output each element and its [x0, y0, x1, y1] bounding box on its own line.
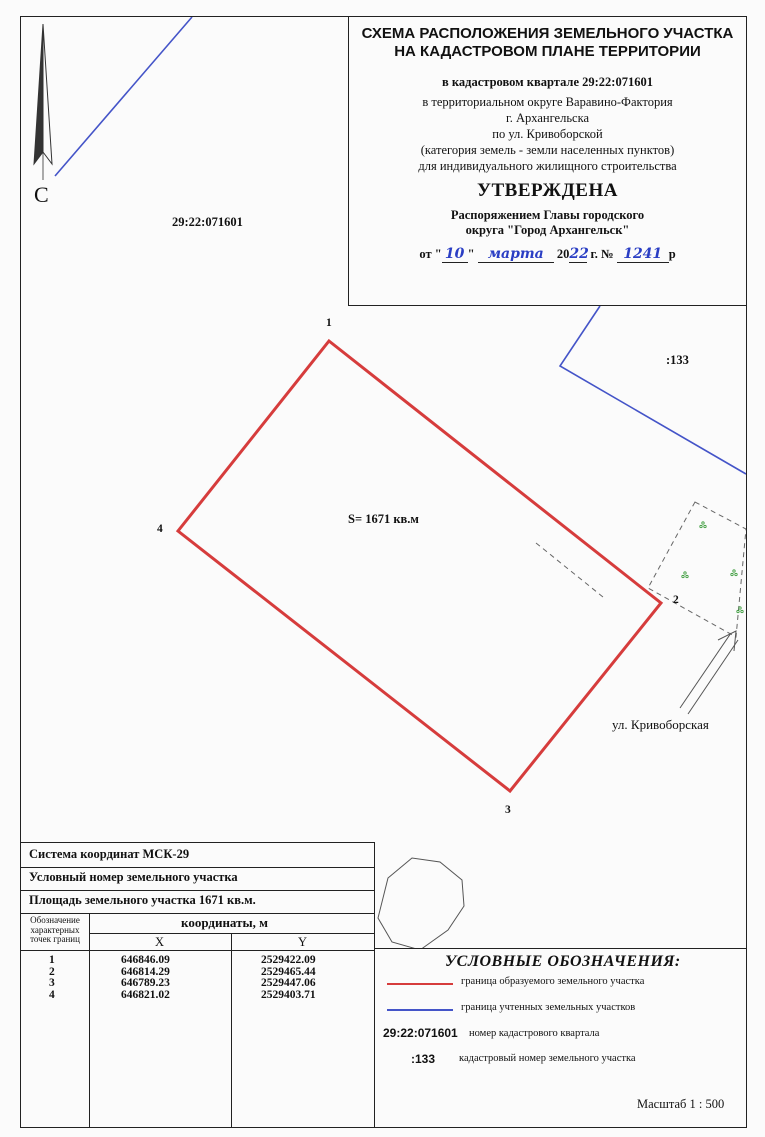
- table-row-x: 646821.02: [121, 988, 170, 1001]
- year-suffix: 22: [569, 246, 589, 262]
- legend-swatch-parcel: [387, 983, 453, 985]
- coordinates-table: [20, 842, 375, 1128]
- table-row-y: 2529422.09: [261, 954, 316, 966]
- point-label-1: 1: [326, 317, 332, 329]
- table-row-x: 646846.09: [121, 954, 170, 966]
- legend-key-quarter: 29:22:071601: [383, 1026, 458, 1040]
- legend-title: УСЛОВНЫЕ ОБОЗНАЧЕНИЯ:: [445, 953, 681, 970]
- north-label: С: [34, 182, 49, 207]
- point-col-header: Обозначение характерных точек границ: [30, 915, 80, 944]
- order-line-1: Распоряжением Главы городского: [450, 208, 645, 222]
- area-row: Площадь земельного участка 1671 кв.м.: [29, 893, 256, 907]
- street-text: по ул. Кривоборской: [492, 127, 603, 141]
- table-row-y: 2529465.44: [261, 965, 316, 978]
- date-mid: ": [467, 247, 475, 261]
- street-label: ул. Кривоборская: [612, 717, 709, 732]
- quarter-text: в кадастровом квартале 29:22:071601: [442, 75, 653, 89]
- title-block: [348, 16, 747, 306]
- legend-text-parcel: граница образуемого земельного участка: [461, 976, 645, 987]
- date-prefix: от ": [419, 247, 442, 261]
- title-line-1: СХЕМА РАСПОЛОЖЕНИЯ ЗЕМЕЛЬНОГО УЧАСТКА: [361, 25, 734, 42]
- district-text: в территориальном округе Варавино-Фактория: [422, 95, 673, 109]
- year-prefix: 20: [556, 247, 570, 261]
- purpose-text: для индивидуального жилищного строительства: [418, 159, 677, 173]
- point-label-2: 2: [673, 594, 679, 606]
- scale-label: Масштаб 1 : 500: [637, 1097, 725, 1111]
- order-line-2: округа "Город Архангельск": [465, 223, 630, 237]
- legend-text-parcel-number: кадастровый номер земельного участка: [459, 1053, 636, 1064]
- parcel-133-label: :133: [666, 353, 689, 367]
- point-label-4: 4: [157, 523, 163, 535]
- approval-date-line: [349, 246, 746, 263]
- table-row-x: 646789.23: [121, 977, 170, 989]
- legend-text-registered: граница учтенных земельных участков: [461, 1002, 636, 1013]
- point-label-3: 3: [505, 804, 511, 816]
- number-label: г. №: [590, 247, 614, 261]
- legend: [375, 948, 747, 1128]
- y-header: Y: [298, 935, 308, 949]
- table-row-point: 1: [49, 954, 55, 966]
- quarter-label: 29:22:071601: [172, 215, 243, 229]
- category-text: (категория земель - земли населенных пунктов): [420, 143, 675, 157]
- city-text: г. Архангельска: [506, 111, 589, 125]
- order-number: 1241: [617, 246, 669, 263]
- legend-key-parcel-number: :133: [411, 1052, 436, 1066]
- date-month: марта: [478, 246, 554, 263]
- table-row-y: 2529447.06: [261, 977, 316, 989]
- legend-text-quarter: номер кадастрового квартала: [469, 1028, 600, 1039]
- table-row-point: 2: [49, 965, 55, 978]
- area-label: S= 1671 кв.м: [348, 512, 419, 526]
- table-row-x: 646814.29: [121, 965, 170, 978]
- number-suffix: р: [668, 247, 676, 261]
- approved-heading: УТВЕРЖДЕНА: [477, 180, 618, 201]
- title-line-2: НА КАДАСТРОВОМ ПЛАНЕ ТЕРРИТОРИИ: [394, 43, 701, 60]
- date-day: 10: [442, 246, 468, 263]
- x-header: X: [155, 935, 165, 949]
- coords-header: координаты, м: [181, 915, 268, 930]
- table-row-point: 4: [49, 988, 55, 1001]
- coordinate-system: Система координат МСК-29: [29, 847, 190, 861]
- conditional-number-label: Условный номер земельного участка: [29, 870, 238, 884]
- legend-swatch-registered: [387, 1009, 453, 1011]
- table-row-point: 3: [49, 977, 55, 989]
- table-row-y: 2529403.71: [261, 988, 316, 1001]
